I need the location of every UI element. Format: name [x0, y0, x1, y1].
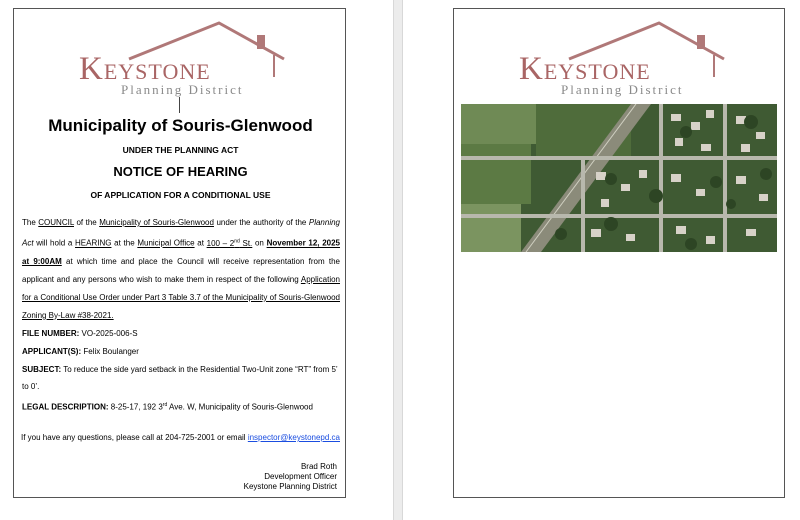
signature-org: Keystone Planning District: [243, 482, 337, 491]
signature-name: Brad Roth: [300, 462, 337, 471]
document-page-2: [453, 8, 785, 498]
keystone-logo-2: [519, 19, 739, 99]
keystone-logo: [79, 19, 299, 99]
text-cursor: [179, 97, 180, 113]
notice-paragraph: The COUNCIL of the Municipality of Souris-Glenwood under the authority of the Planning Act will hold a HEARING at the Municipal Office at 100 – 2nd St. on November 12, 2025 at 9:00AM at which time and place the Council will receive representation from the applicant and any persons who wish to make them in respect of the following Application for a Conditional Use Order under Part 3 Table 3.7 of the Municipality of Souris-Glenwood Zoning By-Law #38-2021.: [22, 218, 340, 320]
subject: SUBJECT: To reduce the side yard setback in the Residential Two-Unit zone “RT” from 5’ to 0’.: [22, 365, 338, 391]
signature-block: [244, 462, 337, 492]
aerial-map-photo: [461, 104, 777, 252]
contact-line: If you have any questions, please call at 204-725-2001 or email inspector@keystonepd.ca: [21, 433, 340, 442]
application-subheading: OF APPLICATION FOR A CONDITIONAL USE: [90, 190, 271, 200]
file-number: FILE NUMBER: VO-2025-006-S: [22, 329, 138, 338]
municipality-title: Municipality of Souris-Glenwood: [48, 116, 313, 135]
notice-heading: NOTICE OF HEARING: [113, 164, 248, 179]
logo-tagline: Planning District: [561, 82, 684, 97]
email-link[interactable]: inspector@keystonepd.ca: [247, 433, 340, 442]
logo-wordmark: KEYSTONE: [79, 51, 211, 87]
document-page-1: [13, 8, 346, 498]
logo-tagline: Planning District: [121, 82, 244, 97]
signature-title: Development Officer: [264, 472, 337, 481]
applicant: APPLICANT(S): Felix Boulanger: [22, 347, 139, 356]
aerial-map-icon: [461, 104, 777, 252]
legal-description: LEGAL DESCRIPTION: 8-25-17, 192 3rd Ave. W, Municipality of Souris-Glenwood: [22, 402, 313, 412]
act-subtitle: UNDER THE PLANNING ACT: [122, 145, 239, 155]
logo-wordmark: KEYSTONE: [519, 51, 651, 87]
pane-splitter[interactable]: [393, 0, 403, 520]
